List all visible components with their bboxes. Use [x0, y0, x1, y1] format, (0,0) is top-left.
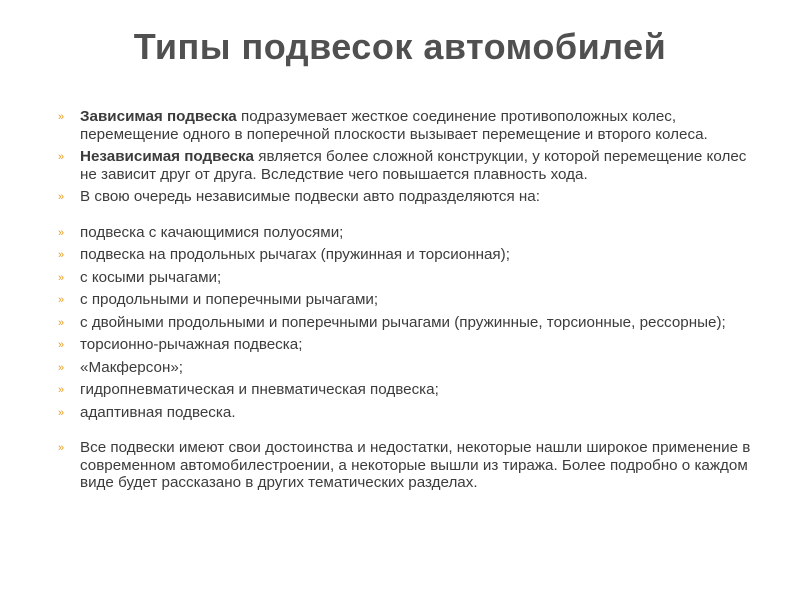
bullet-item	[58, 224, 758, 242]
bullet-text: подразумевает жесткое соединение противоположных колес, перемещение одного в поперечной плоскости вызывает перемещение и второго колеса.	[80, 108, 708, 143]
bullet-item	[58, 314, 758, 332]
bullet-marker-icon: »	[58, 191, 65, 203]
bullet-text: подвеска на продольных рычагах (пружинная и торсионная);	[80, 246, 510, 263]
bullet-marker-icon: »	[58, 316, 65, 329]
bullet-term: Зависимая подвеска	[80, 108, 237, 125]
bullet-marker-icon: »	[58, 226, 65, 239]
bullet-item	[58, 269, 758, 287]
bullet-marker-icon: »	[58, 294, 65, 306]
bullet-marker-icon: »	[58, 442, 65, 454]
bullet-text: подвеска с качающимися полуосями;	[80, 223, 344, 241]
bullet-item	[58, 359, 758, 377]
bullet-item	[58, 291, 758, 309]
bullet-text: Все подвески имеют свои достоинства и недостатки, некоторые нашли широкое применение в современном автомобилестроении, а некоторые вышли из тиража. Более подробно о каждом виде будет рассказано в других тематических разделах.	[80, 439, 751, 491]
slide-title: Типы подвесок автомобилей	[133, 26, 667, 67]
bullet-item	[58, 404, 758, 422]
bullet-item	[58, 148, 758, 183]
bullet-marker-icon: »	[58, 406, 65, 419]
bullet-marker-icon: »	[58, 249, 65, 261]
bullet-text: В свою очередь независимые подвески авто подразделяются на:	[80, 188, 540, 205]
bullet-item	[58, 336, 758, 354]
bullet-item	[58, 188, 758, 206]
bullet-marker-icon: »	[58, 361, 65, 374]
bullet-list	[58, 108, 758, 497]
bullet-marker-icon: »	[58, 271, 65, 284]
bullet-item	[58, 246, 758, 264]
bullet-text: адаптивная подвеска.	[80, 403, 236, 421]
bullet-marker-icon: »	[58, 339, 65, 351]
bullet-item	[58, 108, 758, 143]
bullet-text: является более сложной конструкции, у которой перемещение колес не зависит друг от друга. Вследствие чего повышается плавность хода.	[80, 148, 747, 183]
bullet-text: гидропневматическая и пневматическая подвеска;	[80, 381, 439, 398]
bullet-text: с двойными продольными и поперечными рычагами (пружинные, торсионные, рессорные);	[80, 313, 726, 331]
bullet-marker-icon: »	[58, 111, 65, 123]
bullet-text: торсионно-рычажная подвеска;	[80, 336, 303, 353]
bullet-marker-icon: »	[58, 384, 65, 396]
bullet-text: с продольными и поперечными рычагами;	[80, 291, 379, 308]
bullet-marker-icon: »	[58, 151, 65, 163]
bullet-item	[58, 439, 758, 492]
bullet-text: с косыми рычагами;	[80, 268, 222, 286]
bullet-item	[58, 381, 758, 399]
bullet-term: Независимая подвеска	[80, 148, 254, 165]
bullet-text: «Макферсон»;	[80, 358, 184, 376]
